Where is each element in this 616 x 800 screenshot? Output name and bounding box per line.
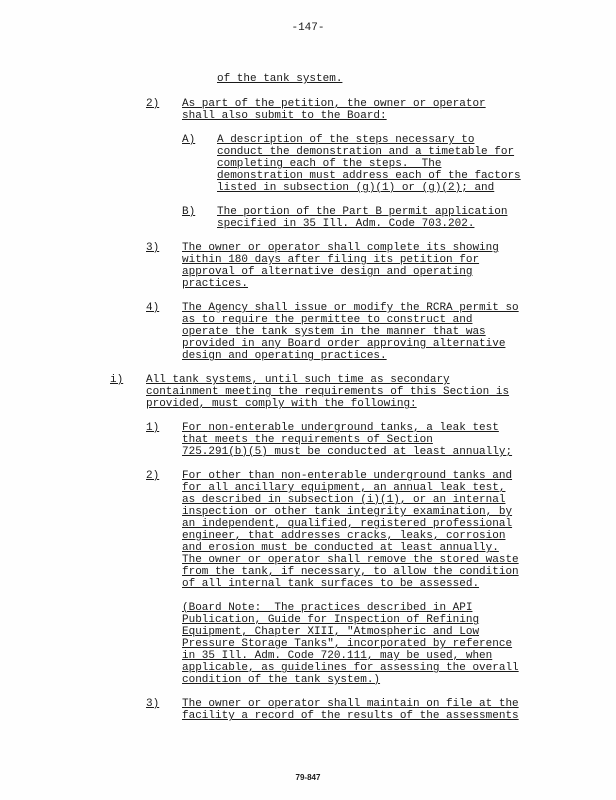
text-line: shall also submit to the Board: (182, 110, 387, 122)
text-line: completing each of the steps. The (217, 158, 442, 170)
text-line: condition of the tank system.) (182, 674, 381, 686)
item-label: 3) (146, 698, 160, 710)
item-label: B) (182, 206, 196, 218)
item-label: 1) (146, 422, 160, 434)
text-line: Equipment, Chapter XIII, "Atmospheric and Low (182, 626, 480, 638)
text-line: conduct the demonstration and a timetable for (217, 146, 515, 158)
text-line: an independent, qualified, registered professional (182, 518, 513, 530)
page-number: -147- (291, 22, 325, 34)
item-label: 4) (146, 302, 160, 314)
item-label: i) (110, 374, 124, 386)
text-line: operate the tank system in the manner that was (182, 326, 486, 338)
text-line: from the tank, if necessary, to allow the condition (182, 566, 519, 578)
text-line: specified in 35 Ill. Adm. Code 703.202. (217, 218, 475, 230)
item-label: 2) (146, 470, 160, 482)
text-line: The portion of the Part B permit application (217, 206, 508, 218)
text-line: demonstration must address each of the factors (217, 170, 521, 182)
text-line: practices. (182, 278, 249, 290)
text-line: A description of the steps necessary to (217, 134, 475, 146)
text-line: design and operating practices. (182, 350, 387, 362)
text-line: The owner or operator shall remove the stored waste (182, 554, 519, 566)
text-line: of all internal tank surfaces to be assessed. (182, 578, 480, 590)
text-line: as described in subsection (i)(1), or an internal (182, 494, 506, 506)
text-line: For non-enterable underground tanks, a leak test (182, 422, 499, 434)
text-line: facility a record of the results of the assessments (182, 710, 519, 722)
footer-docket-number: 79-847 (295, 773, 321, 782)
text-line: of the tank system. (217, 73, 343, 85)
text-line: All tank systems, until such time as secondary (146, 374, 450, 386)
item-label: 3) (146, 242, 160, 254)
text-line: The owner or operator shall complete its showing (182, 242, 499, 254)
text-line: listed in subsection (g)(1) or (g)(2); and (217, 182, 495, 194)
text-line: and erosion must be conducted at least annually. (182, 542, 499, 554)
text-line: For other than non-enterable underground tanks and (182, 470, 513, 482)
text-line: The Agency shall issue or modify the RCRA permit so (182, 302, 519, 314)
text-line: containment meeting the requirements of this Section is (146, 386, 510, 398)
text-line: that meets the requirements of Section (182, 434, 433, 446)
item-label: 2) (146, 98, 160, 110)
text-line: engineer, that addresses cracks, leaks, corrosion (182, 530, 506, 542)
text-line: Publication, Guide for Inspection of Refining (182, 614, 480, 626)
text-line: 725.291(b)(5) must be conducted at least annually; (182, 446, 513, 458)
text-line: for all ancillary equipment, an annual leak test, (182, 482, 506, 494)
text-line: as to require the permittee to construct and (182, 314, 473, 326)
item-label: A) (182, 134, 196, 146)
text-line: approval of alternative design and operating (182, 266, 473, 278)
text-line: provided in any Board order approving alternative (182, 338, 506, 350)
text-line: in 35 Ill. Adm. Code 720.111, may be used, when (182, 650, 493, 662)
text-line: within 180 days after filing its petition for (182, 254, 480, 266)
text-line: The owner or operator shall maintain on file at the (182, 698, 519, 710)
text-line: applicable, as guidelines for assessing the overall (182, 662, 519, 674)
text-line: As part of the petition, the owner or operator (182, 98, 486, 110)
text-line: Pressure Storage Tanks", incorporated by reference (182, 638, 513, 650)
text-line: (Board Note: The practices described in API (182, 602, 473, 614)
text-line: provided, must comply with the following: (146, 398, 417, 410)
text-line: inspection or other tank integrity examination, by (182, 506, 513, 518)
